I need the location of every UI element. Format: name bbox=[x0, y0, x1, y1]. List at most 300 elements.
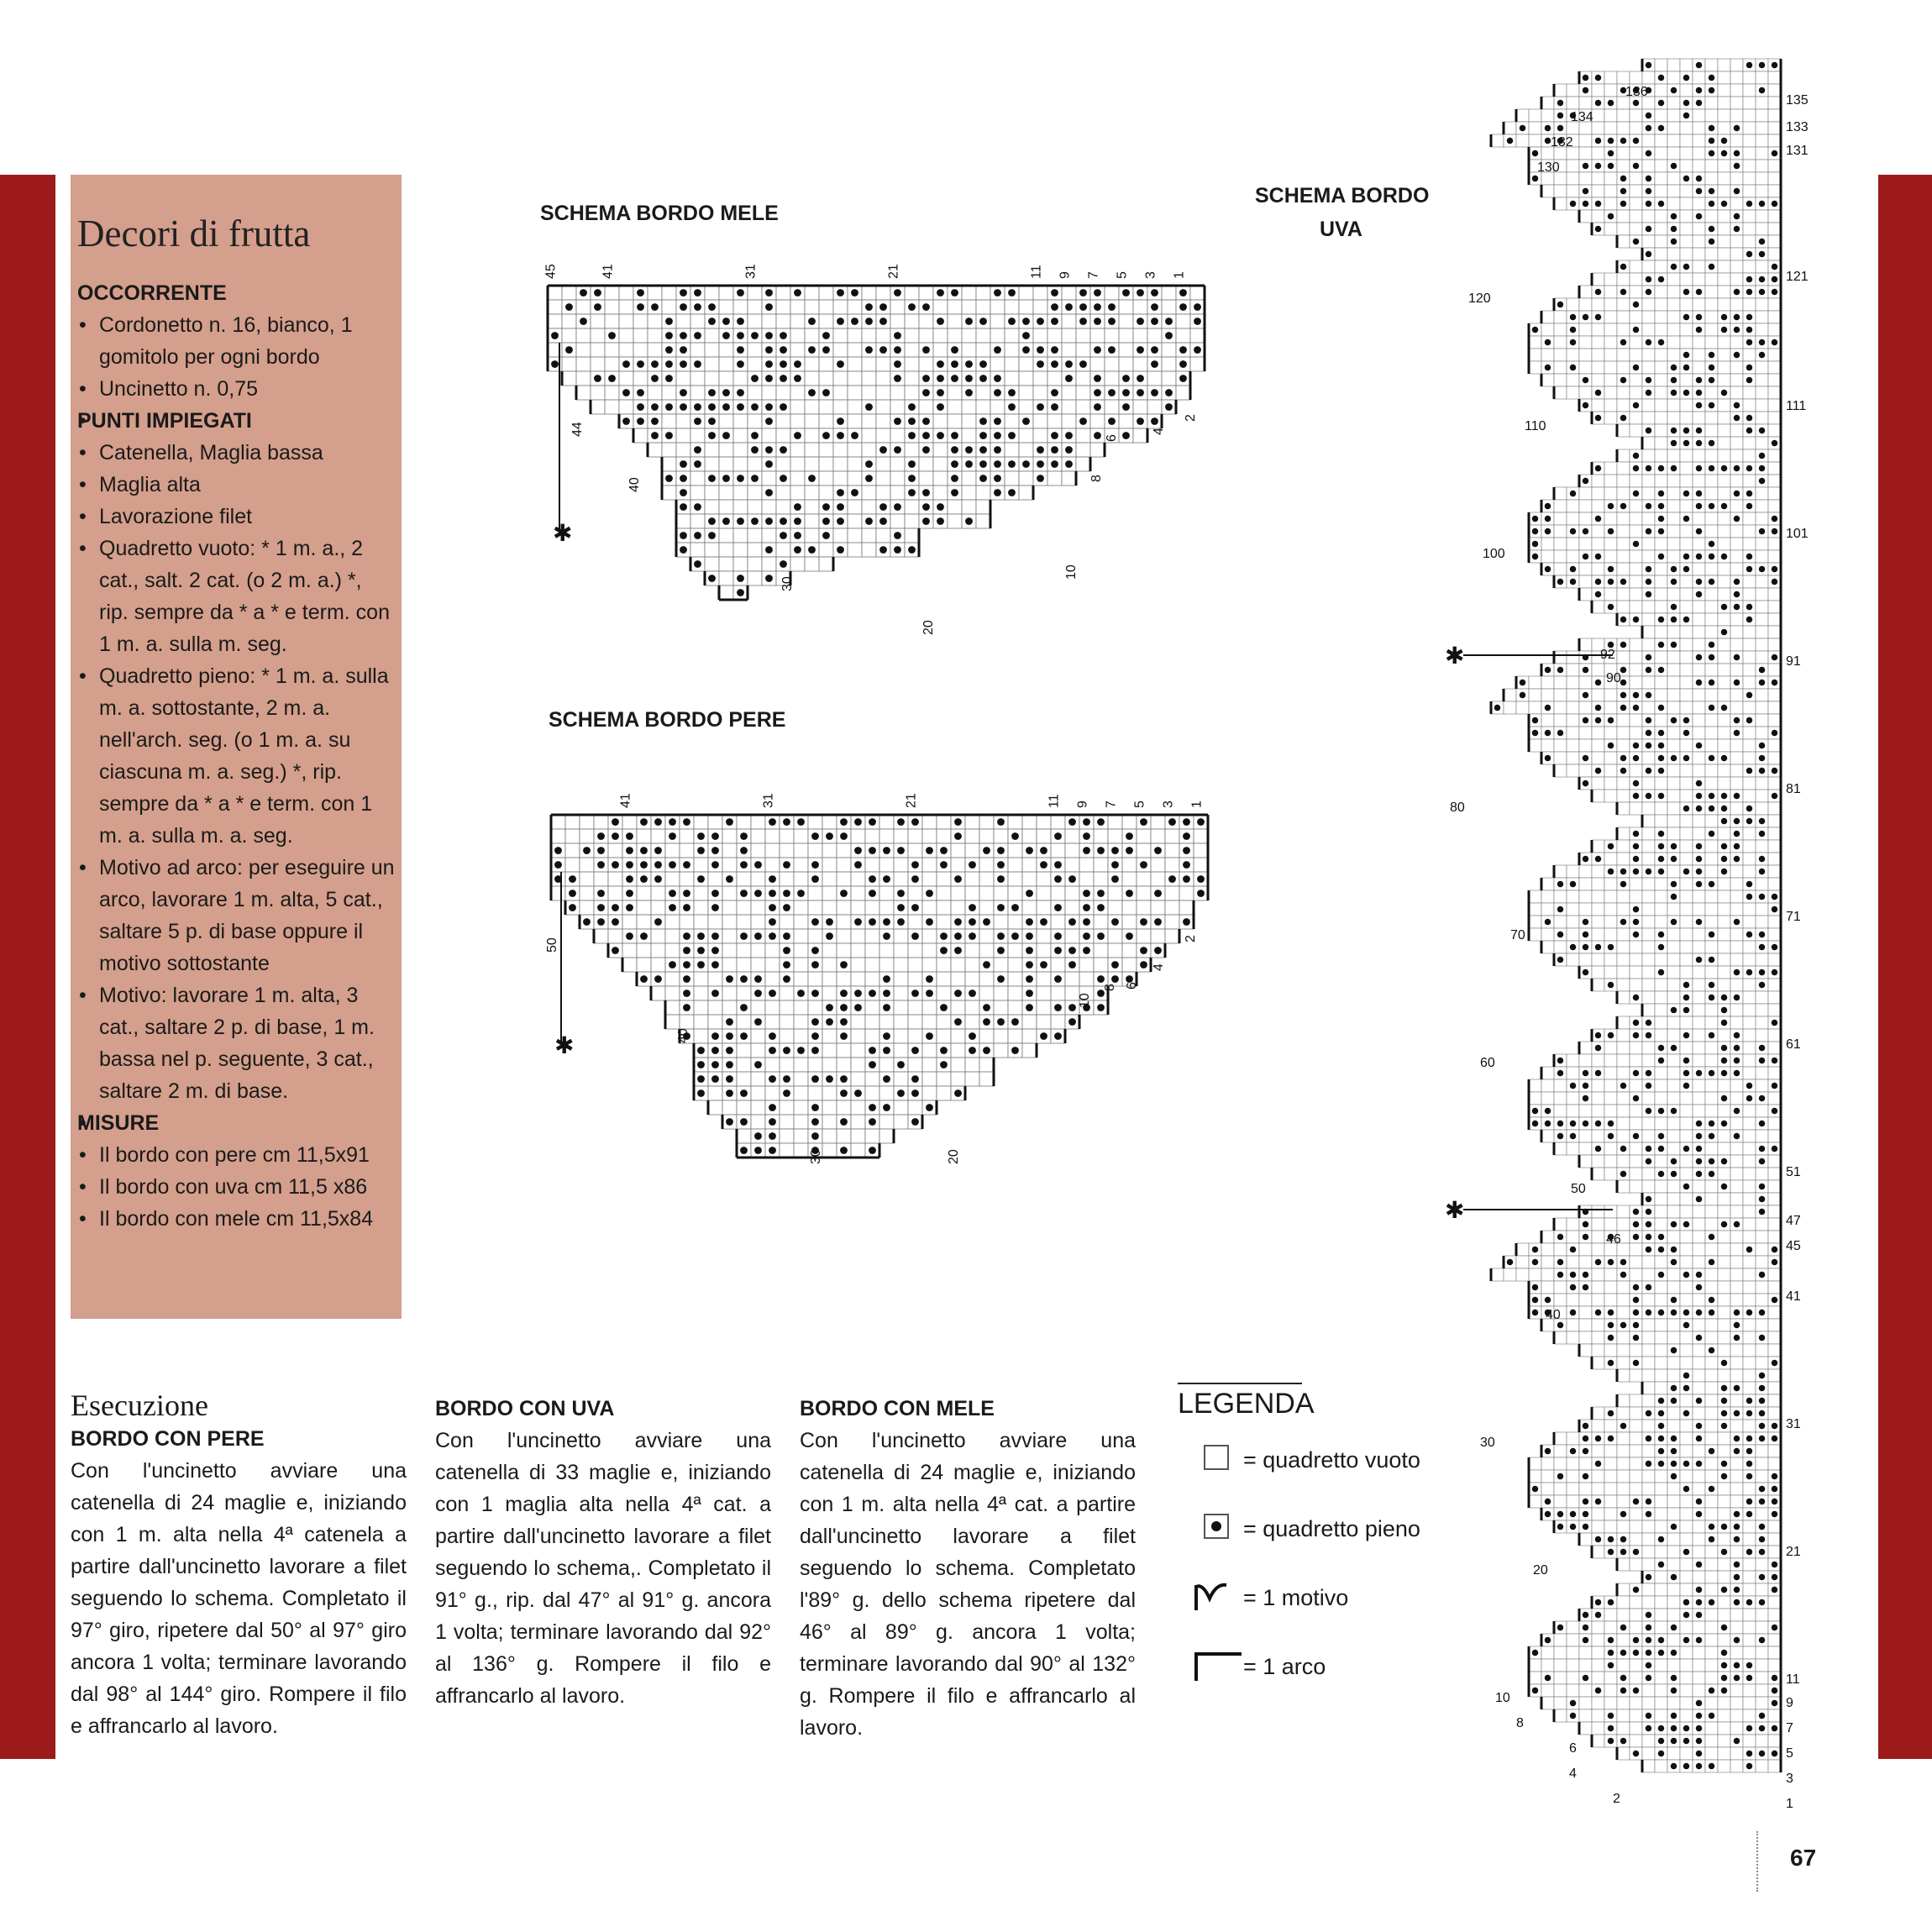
grid-cell bbox=[694, 858, 708, 872]
filled-cell bbox=[1671, 1259, 1677, 1266]
grid-cell bbox=[1718, 437, 1730, 449]
filled-cell bbox=[1683, 755, 1690, 762]
grid-cell bbox=[1756, 1281, 1768, 1294]
filled-cell bbox=[1545, 1121, 1551, 1127]
grid-cell bbox=[1693, 764, 1705, 777]
grid-cell bbox=[1756, 260, 1768, 273]
grid-cell bbox=[1667, 538, 1680, 550]
grid-cell bbox=[937, 1072, 951, 1086]
filled-cell bbox=[1068, 1018, 1076, 1026]
grid-cell bbox=[1743, 109, 1756, 122]
filled-cell bbox=[597, 918, 605, 926]
grid-cell bbox=[1033, 414, 1047, 428]
grid-cell bbox=[1693, 248, 1705, 260]
filled-cell bbox=[1646, 1284, 1652, 1291]
filled-cell bbox=[1122, 389, 1130, 396]
grid-cell bbox=[1554, 865, 1567, 878]
filled-cell bbox=[1620, 1511, 1627, 1518]
grid-cell bbox=[1617, 1445, 1630, 1457]
grid-cell bbox=[922, 1086, 937, 1100]
grid-cell bbox=[1743, 739, 1756, 752]
grid-cell bbox=[1768, 752, 1781, 764]
filled-cell bbox=[794, 503, 801, 511]
filled-cell bbox=[1658, 617, 1665, 623]
filled-cell bbox=[969, 932, 976, 940]
grid-cell bbox=[1630, 1420, 1642, 1432]
filled-cell bbox=[854, 861, 862, 869]
filled-cell bbox=[783, 1089, 790, 1097]
filled-cell bbox=[969, 918, 976, 926]
filled-cell bbox=[1759, 1121, 1766, 1127]
grid-cell bbox=[1730, 1168, 1743, 1180]
filled-cell bbox=[726, 1061, 733, 1068]
filled-cell bbox=[1721, 1058, 1728, 1064]
filled-cell bbox=[1759, 239, 1766, 245]
grid-cell bbox=[1693, 1483, 1705, 1495]
filled-cell bbox=[1051, 303, 1058, 311]
filled-cell bbox=[697, 847, 705, 854]
grid-cell bbox=[1604, 953, 1617, 966]
grid-cell bbox=[1655, 1369, 1667, 1382]
filled-cell bbox=[1721, 1095, 1728, 1102]
grid-cell bbox=[1655, 575, 1667, 588]
grid-cell bbox=[1642, 626, 1655, 638]
grid-cell bbox=[1718, 336, 1730, 349]
grid-cell bbox=[1705, 613, 1718, 626]
grid-cell bbox=[1642, 1294, 1655, 1306]
grid-cell bbox=[619, 300, 633, 314]
grid-cell bbox=[708, 1086, 722, 1100]
grid-cell bbox=[737, 986, 751, 1000]
filled-cell bbox=[1746, 806, 1753, 812]
grid-cell bbox=[833, 457, 848, 471]
filled-cell bbox=[711, 861, 719, 869]
filled-cell bbox=[1633, 919, 1640, 926]
grid-cell bbox=[1693, 1319, 1705, 1331]
filled-cell bbox=[1608, 1310, 1614, 1316]
grid-cell bbox=[1667, 1369, 1680, 1382]
grid-cell bbox=[965, 1058, 979, 1072]
filled-cell bbox=[651, 417, 659, 425]
filled-cell bbox=[669, 904, 676, 911]
grid-cell bbox=[1592, 1445, 1604, 1457]
filled-cell bbox=[765, 489, 773, 496]
grid-cell bbox=[1592, 399, 1604, 412]
grid-cell bbox=[1768, 1394, 1781, 1407]
grid-cell bbox=[737, 872, 751, 886]
filled-cell bbox=[840, 1089, 848, 1097]
filled-cell bbox=[1111, 875, 1119, 883]
filled-cell bbox=[1759, 755, 1766, 762]
grid-cell bbox=[1730, 260, 1743, 273]
grid-cell bbox=[1604, 122, 1617, 134]
grid-cell bbox=[1667, 298, 1680, 311]
filled-cell bbox=[783, 1047, 790, 1054]
grid-cell bbox=[1705, 1193, 1718, 1205]
grid-cell bbox=[1604, 689, 1617, 701]
grid-cell bbox=[1655, 437, 1667, 449]
grid-cell bbox=[1667, 991, 1680, 1004]
grid-cell bbox=[1579, 500, 1592, 512]
filled-cell bbox=[1097, 1004, 1105, 1011]
grid-cell bbox=[1743, 865, 1756, 878]
filled-cell bbox=[854, 818, 862, 826]
grid-cell bbox=[1768, 1180, 1781, 1193]
filled-cell bbox=[1671, 1007, 1677, 1014]
grid-cell bbox=[1730, 361, 1743, 374]
filled-cell bbox=[1583, 314, 1589, 321]
filled-cell bbox=[811, 1104, 819, 1111]
filled-cell bbox=[840, 818, 848, 826]
grid-cell bbox=[1090, 443, 1105, 457]
filled-cell bbox=[826, 1004, 833, 1011]
filled-cell bbox=[1734, 818, 1740, 825]
grid-cell bbox=[1655, 59, 1667, 71]
grid-cell bbox=[1743, 1268, 1756, 1281]
grid-cell bbox=[637, 829, 651, 843]
filled-cell bbox=[1557, 1070, 1564, 1077]
filled-cell bbox=[1671, 1448, 1677, 1455]
grid-cell bbox=[1768, 1117, 1781, 1130]
filled-cell bbox=[1570, 201, 1577, 207]
grid-cell bbox=[1554, 916, 1567, 928]
filled-cell bbox=[1051, 318, 1058, 325]
filled-cell bbox=[926, 1032, 933, 1040]
grid-cell bbox=[1718, 764, 1730, 777]
grid-cell bbox=[865, 1000, 879, 1015]
filled-cell bbox=[951, 346, 958, 354]
filled-cell bbox=[1696, 554, 1703, 560]
grid-cell bbox=[937, 872, 951, 886]
list-item: • Quadretto vuoto: * 1 m. a., 2 cat., salt. 2 cat. (o 2 m. a.) *, rip. sempre da * a * e term. con 1 m. a. sulla m. seg. bbox=[77, 533, 395, 660]
grid-cell bbox=[1667, 928, 1680, 941]
filled-cell bbox=[1696, 869, 1703, 875]
grid-cell bbox=[851, 972, 865, 986]
grid-cell bbox=[705, 328, 719, 343]
grid-cell bbox=[1680, 1495, 1693, 1508]
grid-cell bbox=[705, 371, 719, 386]
grid-cell bbox=[648, 386, 662, 400]
filled-cell bbox=[1746, 1095, 1753, 1102]
grid-cell bbox=[633, 371, 648, 386]
filled-cell bbox=[797, 990, 805, 997]
filled-cell bbox=[922, 346, 930, 354]
grid-cell bbox=[580, 886, 594, 900]
filled-cell bbox=[937, 503, 944, 511]
grid-cell bbox=[719, 557, 733, 571]
filled-cell bbox=[1734, 1032, 1740, 1039]
grid-cell bbox=[1680, 601, 1693, 613]
filled-cell bbox=[1696, 1436, 1703, 1442]
grid-cell bbox=[1768, 588, 1781, 601]
grid-cell bbox=[805, 300, 819, 314]
grid-cell bbox=[848, 300, 862, 314]
grid-cell bbox=[1617, 739, 1630, 752]
filled-cell bbox=[1557, 1473, 1564, 1480]
filled-cell bbox=[683, 904, 690, 911]
filled-cell bbox=[654, 918, 662, 926]
grid-cell bbox=[1705, 1092, 1718, 1105]
filled-cell bbox=[1721, 843, 1728, 850]
grid-cell bbox=[1756, 134, 1768, 147]
grid-cell bbox=[1617, 790, 1630, 802]
filled-cell bbox=[1709, 239, 1715, 245]
grid-cell bbox=[894, 1015, 908, 1029]
grid-cell bbox=[1693, 122, 1705, 134]
grid-cell bbox=[1743, 223, 1756, 235]
grid-cell bbox=[1133, 428, 1147, 443]
grid-cell bbox=[1554, 1445, 1567, 1457]
filled-cell bbox=[626, 847, 633, 854]
grid-cell bbox=[794, 943, 808, 958]
grid-cell bbox=[648, 443, 662, 457]
grid-cell bbox=[1162, 357, 1176, 371]
grid-cell bbox=[1617, 601, 1630, 613]
filled-cell bbox=[1633, 100, 1640, 107]
filled-cell bbox=[1721, 327, 1728, 333]
grid-cell bbox=[1491, 1268, 1504, 1281]
grid-cell bbox=[722, 1100, 737, 1115]
grid-cell bbox=[848, 414, 862, 428]
grid-cell bbox=[1756, 412, 1768, 424]
filled-cell bbox=[1683, 1272, 1690, 1278]
filled-cell bbox=[1583, 1121, 1589, 1127]
filled-cell bbox=[1759, 1184, 1766, 1190]
grid-cell bbox=[1567, 1457, 1579, 1470]
filled-cell bbox=[965, 375, 973, 382]
filled-cell bbox=[726, 1089, 733, 1097]
grid-cell bbox=[1743, 941, 1756, 953]
grid-cell bbox=[1680, 689, 1693, 701]
filled-cell bbox=[1137, 289, 1144, 297]
grid-cell bbox=[979, 929, 994, 943]
filled-cell bbox=[1696, 1121, 1703, 1127]
grid-cell bbox=[1642, 1344, 1655, 1357]
grid-cell bbox=[1718, 1533, 1730, 1546]
grid-cell bbox=[1680, 134, 1693, 147]
grid-cell bbox=[976, 286, 990, 300]
grid-cell bbox=[776, 314, 790, 328]
chart-title-pere: SCHEMA BORDO PERE bbox=[549, 708, 786, 732]
grid-cell bbox=[1655, 1357, 1667, 1369]
grid-cell bbox=[1554, 1105, 1567, 1117]
grid-cell bbox=[1768, 878, 1781, 890]
grid-cell bbox=[1667, 449, 1680, 462]
filled-cell bbox=[694, 332, 701, 339]
grid-cell bbox=[990, 314, 1005, 328]
grid-cell bbox=[1567, 714, 1579, 727]
grid-cell bbox=[1693, 727, 1705, 739]
filled-cell bbox=[1671, 377, 1677, 384]
grid-cell bbox=[576, 328, 591, 343]
grid-cell bbox=[1137, 872, 1151, 886]
filled-cell bbox=[1772, 201, 1778, 207]
filled-cell bbox=[765, 517, 773, 525]
grid-cell bbox=[890, 428, 905, 443]
grid-cell bbox=[1655, 386, 1667, 399]
filled-cell bbox=[1151, 360, 1158, 368]
grid-cell bbox=[976, 514, 990, 528]
grid-cell bbox=[1051, 1015, 1065, 1029]
grid-cell bbox=[1768, 689, 1781, 701]
filled-cell bbox=[1746, 566, 1753, 573]
grid-cell bbox=[1554, 1432, 1567, 1445]
grid-cell bbox=[665, 1015, 680, 1029]
grid-cell bbox=[1541, 538, 1554, 550]
grid-cell bbox=[794, 829, 808, 843]
grid-cell bbox=[1137, 929, 1151, 943]
filled-cell bbox=[1734, 1335, 1740, 1341]
grid-cell bbox=[1617, 1294, 1630, 1306]
filled-cell bbox=[765, 332, 773, 339]
filled-cell bbox=[908, 475, 916, 482]
grid-cell bbox=[833, 528, 848, 543]
grid-cell bbox=[833, 471, 848, 486]
occorrente-list bbox=[77, 309, 395, 405]
grid-cell bbox=[922, 872, 937, 886]
grid-cell bbox=[1680, 790, 1693, 802]
grid-cell bbox=[765, 1086, 780, 1100]
grid-cell bbox=[1567, 1092, 1579, 1105]
grid-cell bbox=[1579, 1319, 1592, 1331]
grid-cell bbox=[1617, 1457, 1630, 1470]
grid-cell bbox=[619, 343, 633, 357]
filled-cell bbox=[951, 489, 958, 496]
filled-cell bbox=[883, 1075, 890, 1083]
grid-cell bbox=[1579, 1042, 1592, 1054]
grid-cell bbox=[1554, 374, 1567, 386]
grid-cell bbox=[751, 1029, 765, 1043]
filled-cell bbox=[1746, 1436, 1753, 1442]
filled-cell bbox=[1734, 1524, 1740, 1530]
filled-cell bbox=[811, 990, 819, 997]
grid-cell bbox=[1768, 172, 1781, 185]
grid-cell bbox=[1705, 1457, 1718, 1470]
grid-cell bbox=[1667, 903, 1680, 916]
grid-cell bbox=[979, 1029, 994, 1043]
filled-cell bbox=[1696, 440, 1703, 447]
grid-cell bbox=[1718, 59, 1730, 71]
grid-cell bbox=[1680, 1281, 1693, 1294]
grid-cell bbox=[1693, 1016, 1705, 1029]
filled-cell bbox=[1746, 894, 1753, 900]
grid-cell bbox=[1567, 676, 1579, 689]
filled-cell bbox=[737, 332, 744, 339]
grid-cell bbox=[848, 543, 862, 557]
grid-cell bbox=[879, 1115, 894, 1129]
grid-cell bbox=[662, 443, 676, 457]
grid-cell bbox=[1119, 314, 1133, 328]
filled-cell bbox=[1772, 944, 1778, 951]
filled-cell bbox=[1037, 460, 1044, 468]
filled-cell bbox=[1620, 1272, 1627, 1278]
grid-cell bbox=[937, 1015, 951, 1029]
grid-cell bbox=[1162, 286, 1176, 300]
filled-cell bbox=[883, 875, 890, 883]
filled-cell bbox=[1054, 904, 1062, 911]
grid-cell bbox=[737, 915, 751, 929]
filled-cell bbox=[1696, 377, 1703, 384]
grid-cell bbox=[790, 557, 805, 571]
filled-cell bbox=[1545, 125, 1551, 132]
filled-cell bbox=[1633, 138, 1640, 144]
grid-cell bbox=[551, 829, 565, 843]
filled-cell bbox=[1557, 1511, 1564, 1518]
grid-cell bbox=[1756, 916, 1768, 928]
grid-cell bbox=[1617, 966, 1630, 979]
filled-cell bbox=[1151, 346, 1158, 354]
filled-cell bbox=[1545, 1499, 1551, 1505]
grid-cell bbox=[1592, 147, 1604, 160]
filled-cell bbox=[612, 947, 619, 954]
filled-cell bbox=[1595, 944, 1602, 951]
filled-cell bbox=[1620, 201, 1627, 207]
filled-cell bbox=[937, 375, 944, 382]
grid-cell bbox=[1592, 374, 1604, 386]
filled-cell bbox=[1759, 869, 1766, 875]
grid-cell bbox=[1516, 701, 1529, 714]
grid-cell bbox=[1743, 1067, 1756, 1079]
grid-cell bbox=[994, 829, 1008, 843]
grid-cell bbox=[1592, 1079, 1604, 1092]
grid-cell bbox=[565, 843, 580, 858]
filled-cell bbox=[1734, 1310, 1740, 1316]
grid-cell bbox=[1705, 739, 1718, 752]
filled-cell bbox=[708, 475, 716, 482]
grid-cell bbox=[765, 843, 780, 858]
filled-cell bbox=[580, 318, 587, 325]
grid-cell bbox=[1730, 1117, 1743, 1130]
filled-cell bbox=[694, 289, 701, 297]
grid-cell bbox=[1554, 538, 1567, 550]
grid-cell bbox=[1604, 1483, 1617, 1495]
grid-cell bbox=[1730, 1243, 1743, 1256]
grid-cell bbox=[1554, 714, 1567, 727]
grid-cell bbox=[1655, 84, 1667, 97]
grid-cell bbox=[1743, 260, 1756, 273]
grid-cell bbox=[1743, 727, 1756, 739]
grid-cell bbox=[1592, 752, 1604, 764]
grid-cell bbox=[1718, 1495, 1730, 1508]
grid-cell bbox=[990, 357, 1005, 371]
grid-cell bbox=[1642, 601, 1655, 613]
grid-cell bbox=[1617, 1117, 1630, 1130]
grid-cell bbox=[751, 1072, 765, 1086]
grid-cell bbox=[1108, 815, 1122, 829]
grid-cell bbox=[1718, 1369, 1730, 1382]
grid-cell bbox=[1642, 701, 1655, 714]
grid-cell bbox=[1705, 386, 1718, 399]
grid-cell bbox=[805, 557, 819, 571]
filled-cell bbox=[694, 503, 701, 511]
grid-cell bbox=[879, 900, 894, 915]
grid-cell bbox=[1768, 487, 1781, 500]
grid-cell bbox=[719, 543, 733, 557]
grid-cell bbox=[737, 815, 751, 829]
filled-cell bbox=[1532, 1297, 1539, 1304]
filled-cell bbox=[680, 403, 687, 411]
list-item: • Motivo ad arco: per eseguire un arco, lavorare 1 m. alta, 5 cat., saltare 5 p. di base oppure il motivo sottostante bbox=[77, 852, 395, 979]
grid-cell bbox=[1062, 414, 1076, 428]
filled-cell bbox=[1545, 705, 1551, 711]
grid-cell bbox=[1554, 311, 1567, 323]
grid-cell bbox=[979, 872, 994, 886]
grid-cell bbox=[1768, 865, 1781, 878]
grid-cell bbox=[1756, 1168, 1768, 1180]
filled-cell bbox=[1608, 1133, 1614, 1140]
filled-cell bbox=[1608, 1335, 1614, 1341]
grid-cell bbox=[1680, 1533, 1693, 1546]
